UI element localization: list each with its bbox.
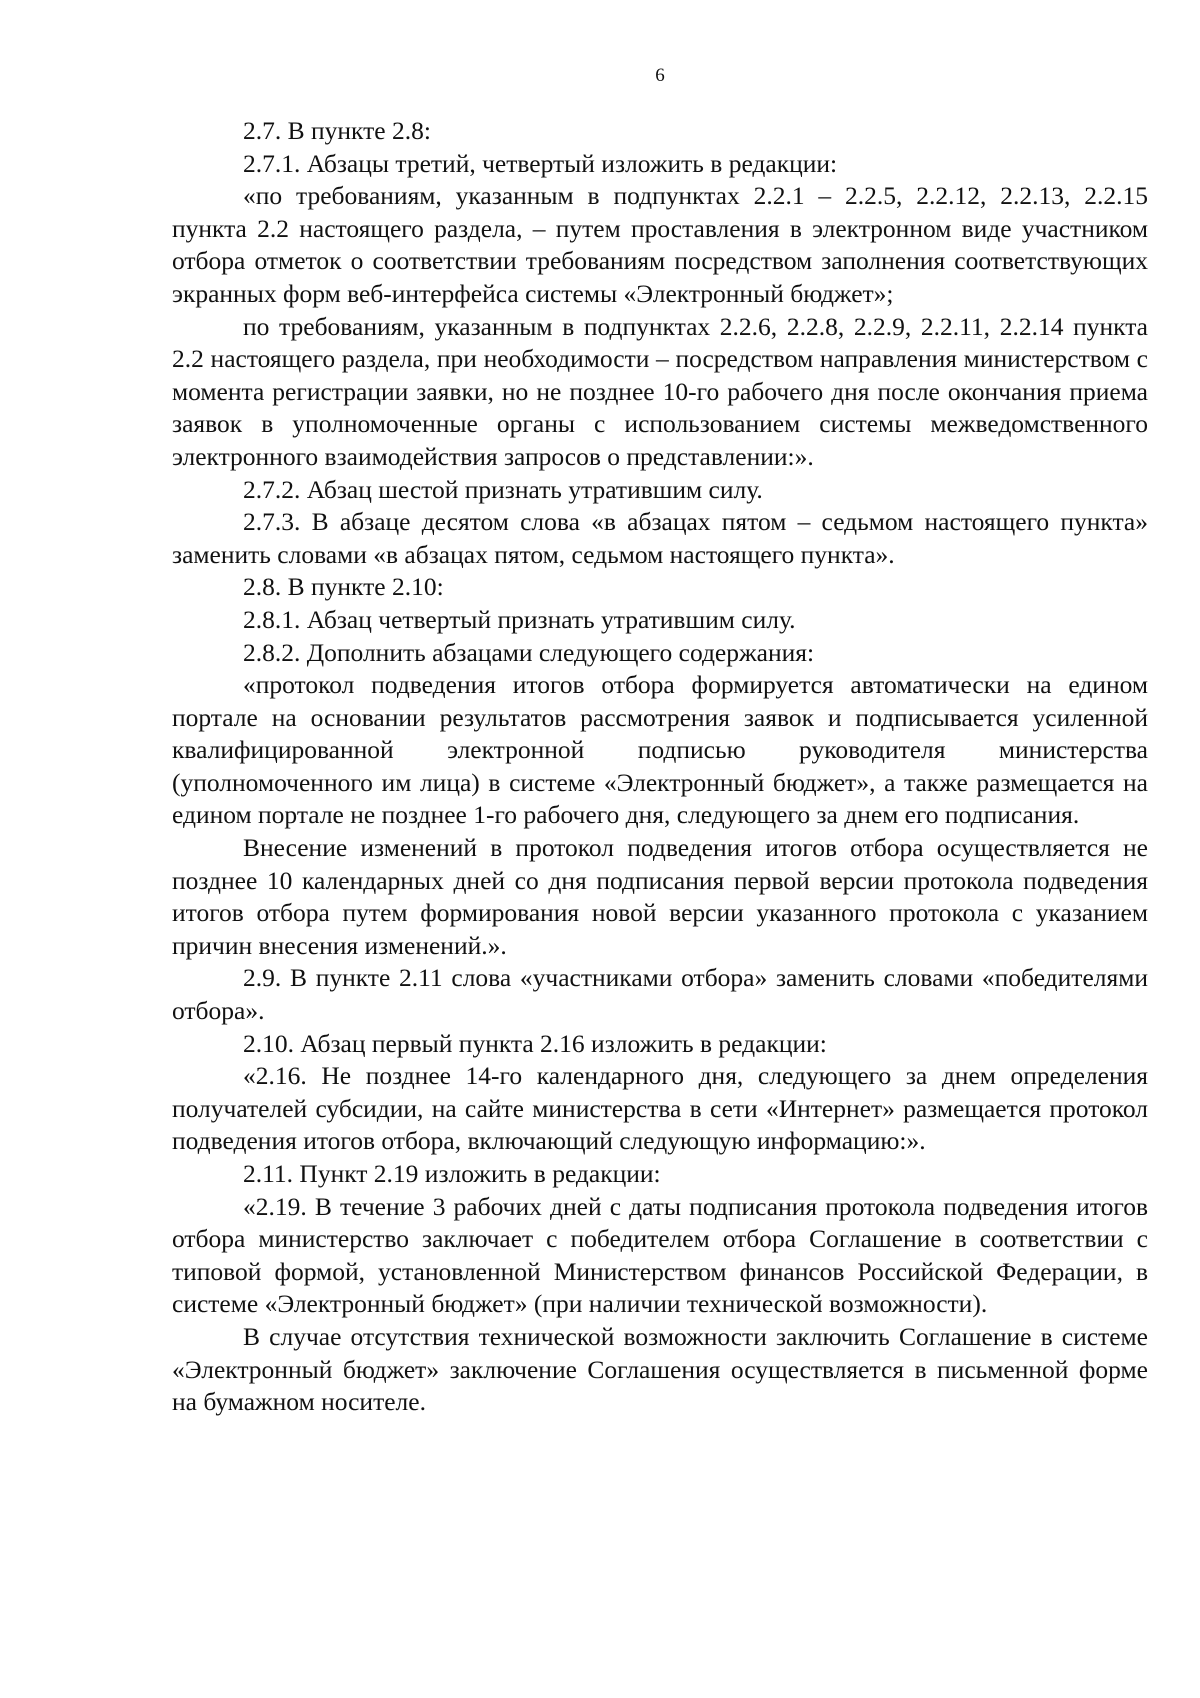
paragraph-2-7-3: 2.7.3. В абзаце десятом слова «в абзацах пятом – седьмом настоящего пункта» заменить словами «в абзацах пятом, седьмом настоящего пункта».	[172, 507, 1148, 569]
paragraph-2-7-1: 2.7.1. Абзацы третий, четвертый изложить в редакции:	[243, 148, 838, 178]
paragraph-2-11: 2.11. Пункт 2.19 изложить в редакции:	[243, 1159, 661, 1188]
paragraph-2-8: 2.8. В пункте 2.10:	[243, 572, 444, 602]
document-body	[172, 115, 1148, 1419]
paragraph-2-9: 2.9. В пункте 2.11 слова «участниками отбора» заменить словами «победителями отбора».	[172, 963, 1148, 1026]
paragraph-2-8-2-quote-1: «протокол подведения итогов отбора формируется автоматически на едином портале на основании результатов рассмотрения заявок и подписывается усиленной квалифицированной электронной подписью руководителя министерства (уполномоченного им лица) в системе «Электронный бюджет», а также размещается на едином портале не позднее 1-го рабочего дня, следующего за днем его подписания.	[172, 670, 1148, 830]
paragraph-2-8-1: 2.8.1. Абзац четвертый признать утратившим силу.	[243, 604, 796, 634]
paragraph-2-8-2-quote-2: Внесение изменений в протокол подведения итогов отбора осуществляется не позднее 10 календарных дней со дня подписания первой версии протокола подведения итогов отбора путем формирования новой версии указанного протокола с указанием причин внесения изменений.».	[172, 833, 1148, 960]
paragraph-2-10: 2.10. Абзац первый пункта 2.16 изложить в редакции:	[243, 1028, 827, 1058]
paragraph-2-10-quote: «2.16. Не позднее 14-го календарного дня, следующего за днем определения получателей субсидии, на сайте министерства в сети «Интернет» размещается протокол подведения итогов отбора, включающий следующую информацию:».	[172, 1061, 1148, 1156]
paragraph-2-7-1-quote-1: «по требованиям, указанным в подпунктах 2.2.1 – 2.2.5, 2.2.12, 2.2.13, 2.2.15 пункта 2.2 настоящего раздела, – путем проставления в электронном виде участником отбора отметок о соответствии требованиям посредством заполнения соответствующих экранных форм веб-интерфейса системы «Электронный бюджет»;	[172, 181, 1148, 308]
page-number: 6	[655, 65, 665, 86]
paragraph-2-7-1-quote-2: по требованиям, указанным в подпунктах 2.2.6, 2.2.8, 2.2.9, 2.2.11, 2.2.14 пункта 2.2 настоящего раздела, при необходимости – посредством направления министерством с момента регистрации заявки, но не позднее 10-го рабочего дня после окончания приема заявок в уполномоченные органы с использованием системы межведомственного электронного взаимодействия запросов о представлении:».	[172, 311, 1148, 471]
paragraph-2-7-2: 2.7.2. Абзац шестой признать утратившим силу.	[243, 474, 763, 504]
paragraph-2-11-quote-1: «2.19. В течение 3 рабочих дней с даты подписания протокола подведения итогов отбора министерство заключает с победителем отбора Соглашение в соответствии с типовой формой, установленной Министерством финансов Российской Федерации, в системе «Электронный бюджет» (при наличии технической возможности).	[172, 1191, 1148, 1319]
paragraph-2-11-quote-2: В случае отсутствия технической возможности заключить Соглашение в системе «Электронный бюджет» заключение Соглашения осуществляется в письменной форме на бумажном носителе.	[172, 1321, 1148, 1417]
paragraph-2-8-2: 2.8.2. Дополнить абзацами следующего содержания:	[243, 637, 815, 667]
paragraph-2-7: 2.7. В пункте 2.8:	[243, 116, 431, 145]
